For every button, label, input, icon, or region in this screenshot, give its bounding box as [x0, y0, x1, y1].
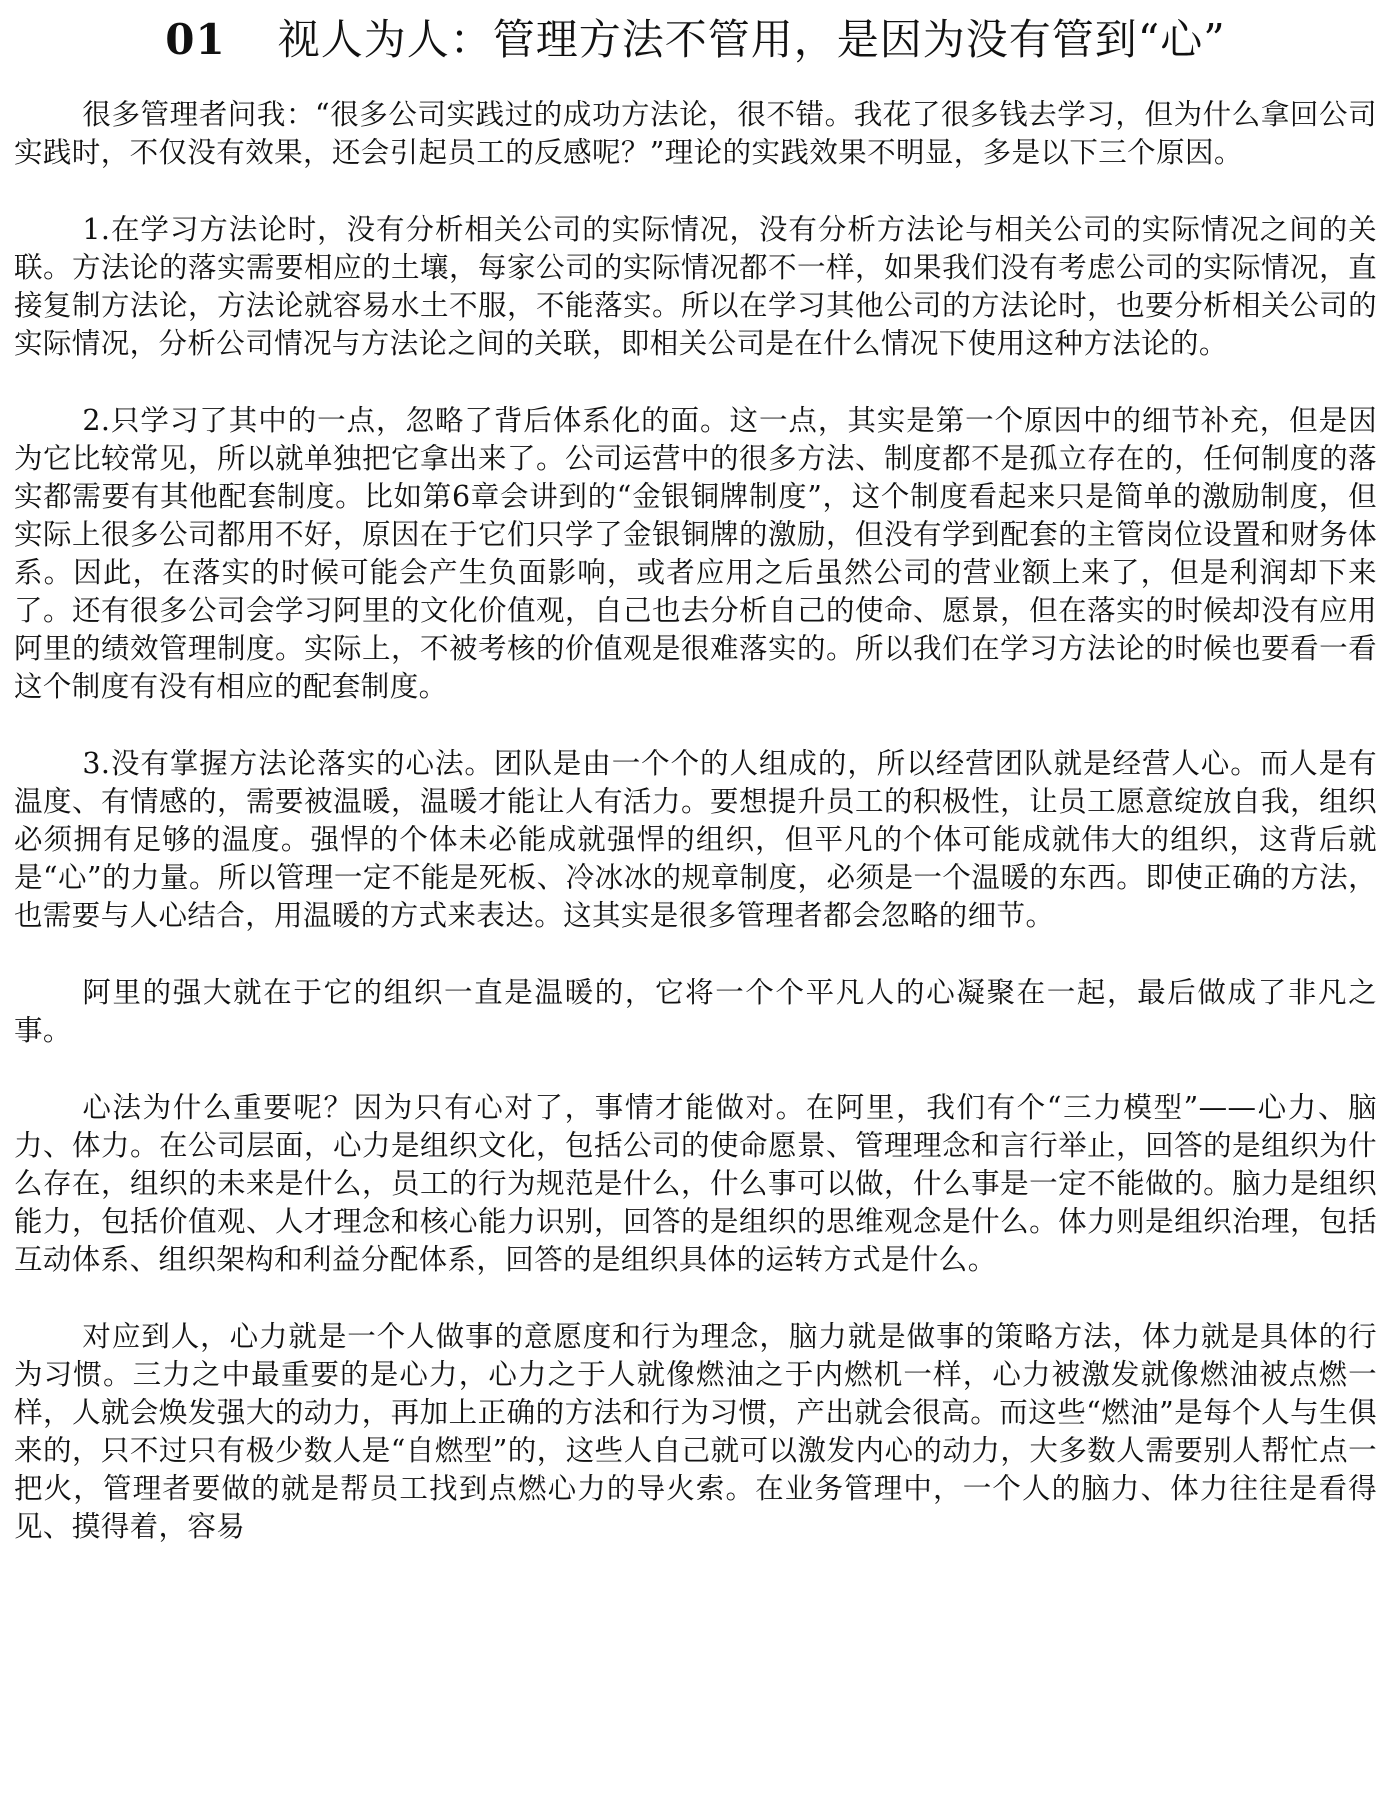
chapter-title-text: 视人为人：管理方法不管用，是因为没有管到“心” [277, 15, 1226, 64]
paragraph-mind-power: 对应到人，心力就是一个人做事的意愿度和行为理念，脑力就是做事的策略方法，体力就是具体的行为习惯。三力之中最重要的是心力，心力之于人就像燃油之于内燃机一样，心力被激发就像燃油被点燃一样，人就会焕发强大的动力，再加上正确的方法和行为习惯，产出就会很高。而这些“燃油”是每个人与生俱来的，只不过只有极少数人是“自燃型”的，这些人自己就可以激发内心的动力，大多数人需要别人帮忙点一把火，管理者要做的就是帮员工找到点燃心力的导火索。在业务管理中，一个人的脑力、体力往往是看得见、摸得着，容易 [14, 1320, 1377, 1543]
paragraph-alibaba-warmth: 阿里的强大就在于它的组织一直是温暖的，它将一个个平凡人的心凝聚在一起，最后做成了非凡之事。 [14, 976, 1377, 1047]
paragraph-reason-2: 2.只学习了其中的一点，忽略了背后体系化的面。这一点，其实是第一个原因中的细节补充，但是因为它比较常见，所以就单独把它拿出来了。公司运营中的很多方法、制度都不是孤立存在的，任何制度的落实都需要有其他配套制度。比如第6章会讲到的“金银铜牌制度”，这个制度看起来只是简单的激励制度，但实际上很多公司都用不好，原因在于它们只学了金银铜牌的激励，但没有学到配套的主管岗位设置和财务体系。因此，在落实的时候可能会产生负面影响，或者应用之后虽然公司的营业额上来了，但是利润却下来了。还有很多公司会学习阿里的文化价值观，自己也去分析自己的使命、愿景，但在落实的时候却没有应用阿里的绩效管理制度。实际上，不被考核的价值观是很难落实的。所以我们在学习方法论的时候也要看一看这个制度有没有相应的配套制度。 [14, 404, 1377, 703]
paragraph-reason-1: 1.在学习方法论时，没有分析相关公司的实际情况，没有分析方法论与相关公司的实际情况之间的关联。方法论的落实需要相应的土壤，每家公司的实际情况都不一样，如果我们没有考虑公司的实际情况，直接复制方法论，方法论就容易水土不服，不能落实。所以在学习其他公司的方法论时，也要分析相关公司的实际情况，分析公司情况与方法论之间的关联，即相关公司是在什么情况下使用这种方法论的。 [14, 213, 1377, 360]
chapter-title [14, 14, 1377, 66]
chapter-number: 01 [165, 15, 226, 64]
paragraph-intro: 很多管理者问我：“很多公司实践过的成功方法论，很不错。我花了很多钱去学习，但为什么拿回公司实践时，不仅没有效果，还会引起员工的反感呢？”理论的实践效果不明显，多是以下三个原因。 [14, 98, 1377, 169]
paragraph-three-forces-model: 心法为什么重要呢？因为只有心对了，事情才能做对。在阿里，我们有个“三力模型”——心力、脑力、体力。在公司层面，心力是组织文化，包括公司的使命愿景、管理理念和言行举止，回答的是组织为什么存在，组织的未来是什么，员工的行为规范是什么，什么事可以做，什么事是一定不能做的。脑力是组织能力，包括价值观、人才理念和核心能力识别，回答的是组织的思维观念是什么。体力则是组织治理，包括互动体系、组织架构和利益分配体系，回答的是组织具体的运转方式是什么。 [14, 1091, 1377, 1276]
paragraph-reason-3: 3.没有掌握方法论落实的心法。团队是由一个个的人组成的，所以经营团队就是经营人心。而人是有温度、有情感的，需要被温暖，温暖才能让人有活力。要想提升员工的积极性，让员工愿意绽放自我，组织必须拥有足够的温度。强悍的个体未必能成就强悍的组织，但平凡的个体可能成就伟大的组织，这背后就是“心”的力量。所以管理一定不能是死板、冷冰冰的规章制度，必须是一个温暖的东西。即使正确的方法，也需要与人心结合，用温暖的方式来表达。这其实是很多管理者都会忽略的细节。 [14, 747, 1377, 932]
